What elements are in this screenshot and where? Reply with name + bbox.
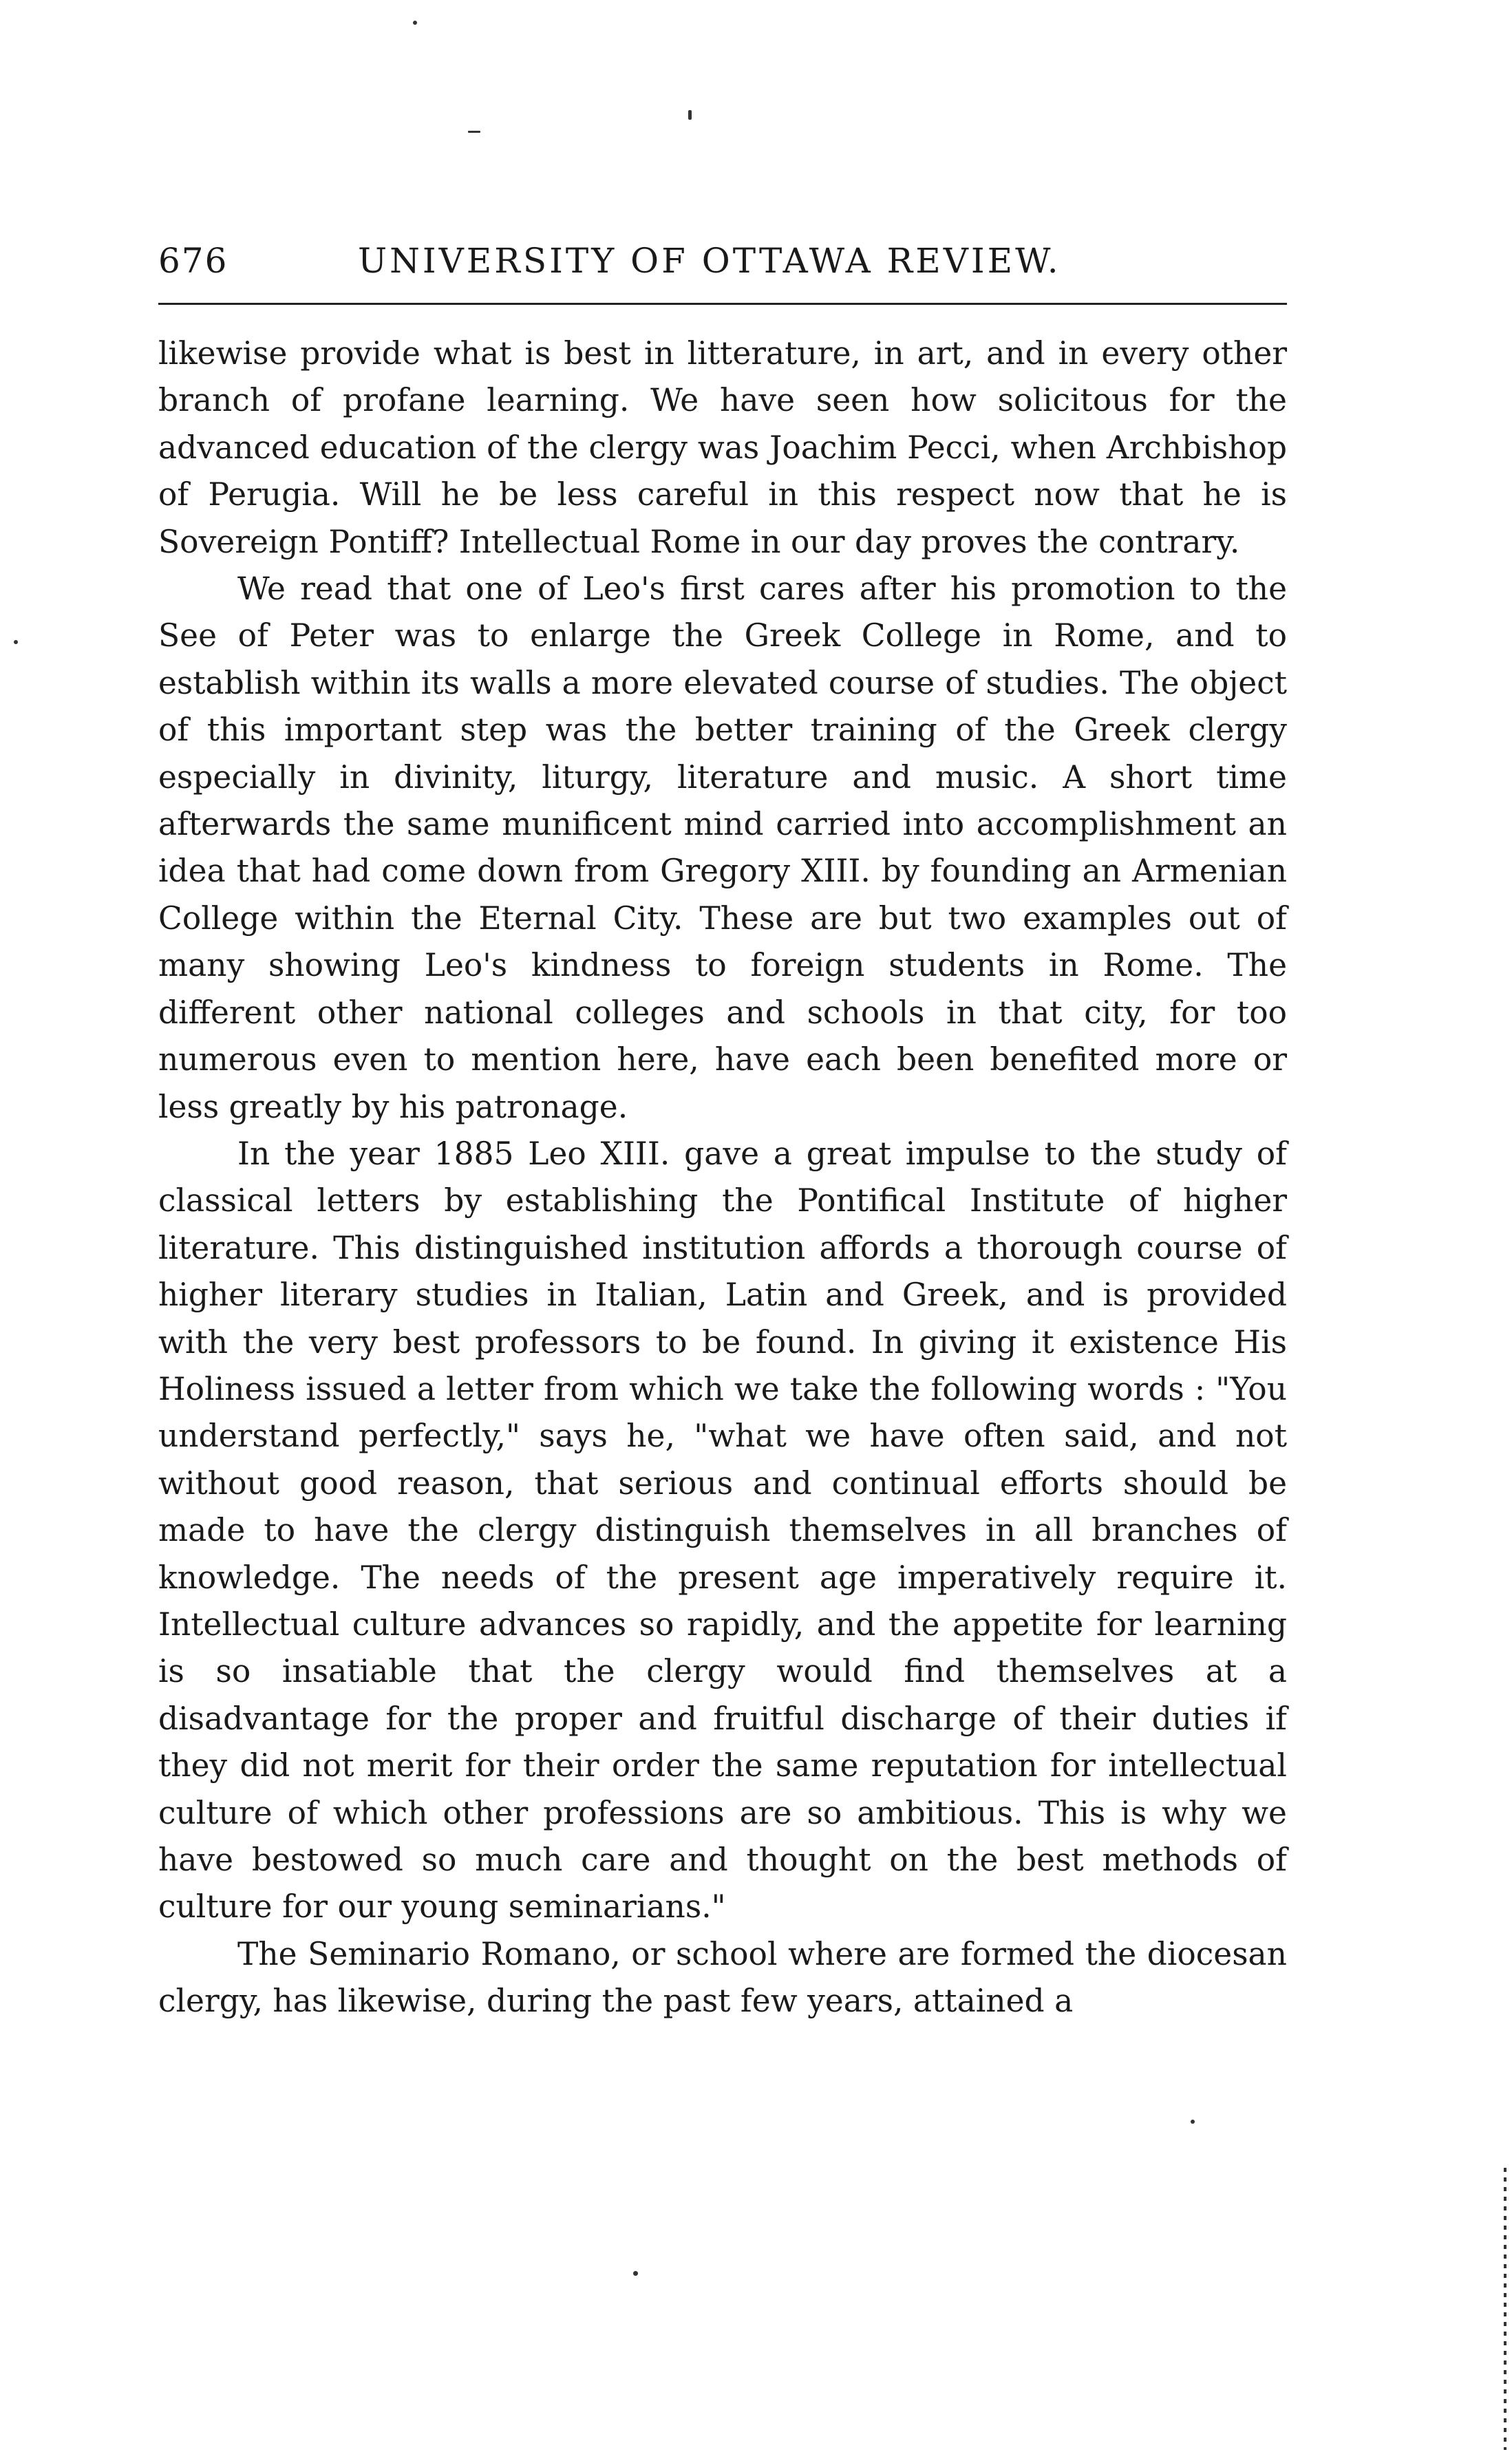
scan-speck (633, 2271, 638, 2276)
running-title: UNIVERSITY OF OTTAWA REVIEW. (358, 241, 1061, 281)
scan-speck (14, 640, 18, 644)
scan-speck (1191, 2120, 1195, 2124)
page-content (158, 234, 1287, 2020)
body-text (158, 330, 1287, 2025)
scan-speck (468, 131, 480, 133)
scan-speck (413, 21, 417, 25)
paragraph: In the year 1885 Leo XIII. gave a great impulse to the study of classical letters by establishing the Pontifical Institute of higher literature. This distinguished institution affords a thorough course of higher literary studies in Italian, Latin and Greek, and is provided with the very best professors to be found. In giving it existence His Holiness issued a letter from which we take the following words : "You understand perfectly," says he, "what we have often said, and not without good reason, that serious and continual efforts should be made to have the clergy distinguish themselves in all branches of knowledge. The needs of the present age imperatively require it. Intellectual culture advances so rapidly, and the appetite for learning is so insatiable that the clergy would find themselves at a disadvantage for the proper and fruitful discharge of their duties if they did not merit for their order the same reputation for intellectual culture of which other professions are so ambitious. This is why we have bestowed so much care and thought on the best methods of culture for our young seminarians." (158, 1135, 1287, 1926)
scan-edge-mark (1504, 2168, 1506, 2450)
page-header (158, 234, 1287, 296)
paragraph: The Seminario Romano, or school where are formed the diocesan clergy, has likewise, during the past few years, attained a (158, 1935, 1287, 2020)
header-rule (158, 303, 1287, 305)
page-number: 676 (158, 241, 228, 281)
scan-speck (688, 110, 692, 120)
paragraph: likewise provide what is best in litterature, in art, and in every other branch of profane learning. We have seen how solicitous for the advanced education of the clergy was Joachim Pecci, when Archbishop of Perugia. Will he be less careful in this respect now that he is Sovereign Pontiff? Intellectual Rome in our day proves the contrary. (158, 335, 1287, 560)
paragraph: We read that one of Leo's first cares after his promotion to the See of Peter was to enlarge the Greek College in Rome, and to establish within its walls a more elevated course of studies. The object of this important step was the better training of the Greek clergy especially in divinity, liturgy, literature and music. A short time afterwards the same munificent mind carried into accomplishment an idea that had come down from Gregory XIII. by founding an Armenian College within the Eternal City. These are but two examples out of many showing Leo's kindness to foreign students in Rome. The different other national colleges and schools in that city, for too numerous even to mention here, have each been benefited more or less greatly by his patronage. (158, 571, 1287, 1125)
